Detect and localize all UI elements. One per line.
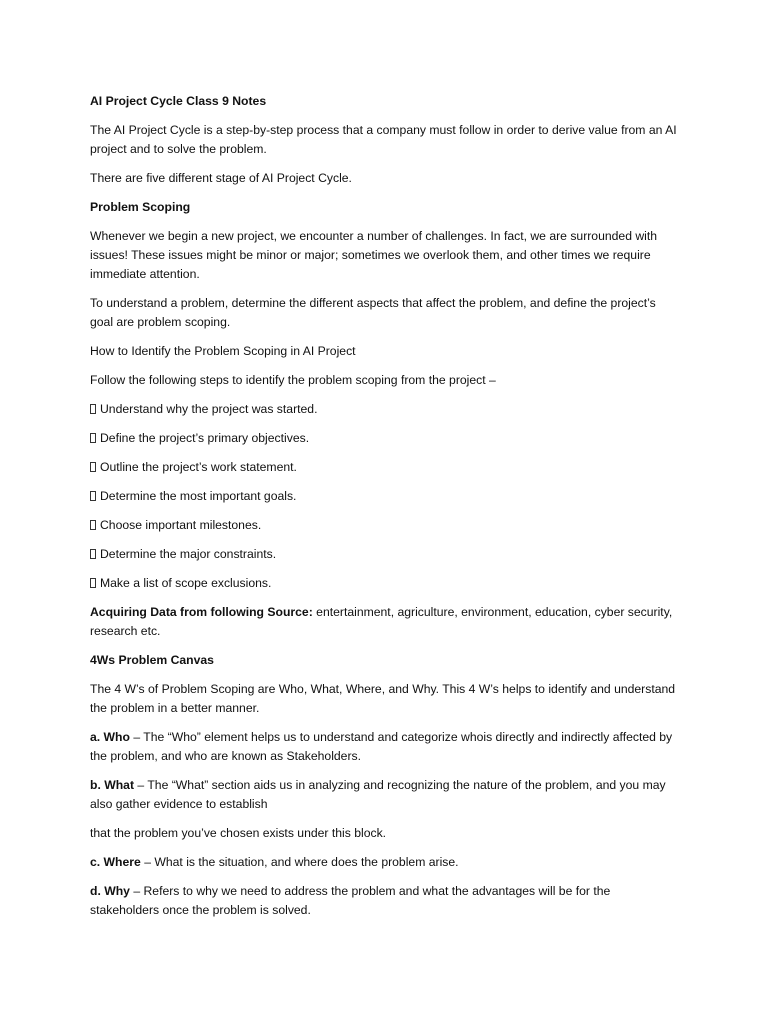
step-item bbox=[90, 574, 680, 593]
step-text: Determine the most important goals. bbox=[100, 489, 297, 503]
document-page bbox=[90, 92, 680, 930]
canvas-item-what bbox=[90, 776, 680, 814]
canvas-item-label: b. What bbox=[90, 778, 135, 792]
step-item bbox=[90, 487, 680, 506]
missing-glyph-icon bbox=[90, 433, 96, 443]
step-text: Choose important milestones. bbox=[100, 518, 262, 532]
step-text: Make a list of scope exclusions. bbox=[100, 576, 272, 590]
step-text: Determine the major constraints. bbox=[100, 547, 277, 561]
canvas-item-text: – The “What” section aids us in analyzing and recognizing the nature of the problem, and you may also gather evidence to establish bbox=[90, 778, 666, 811]
acquiring-data-label: Acquiring Data from following Source: bbox=[90, 605, 313, 619]
canvas-item-text: – What is the situation, and where does the problem arise. bbox=[140, 855, 459, 869]
step-item bbox=[90, 400, 680, 419]
steps-intro-line: Follow the following steps to identify the problem scoping from the project – bbox=[90, 373, 496, 387]
problem-scoping-heading: Problem Scoping bbox=[90, 200, 191, 214]
missing-glyph-icon bbox=[90, 462, 96, 472]
canvas-item-label: d. Why bbox=[90, 884, 130, 898]
step-text: Define the project’s primary objectives. bbox=[100, 431, 310, 445]
canvas-item-where bbox=[90, 853, 680, 872]
canvas-item-who bbox=[90, 728, 680, 766]
step-item bbox=[90, 429, 680, 448]
step-item bbox=[90, 458, 680, 477]
stages-paragraph: There are five different stage of AI Project Cycle. bbox=[90, 171, 352, 185]
missing-glyph-icon bbox=[90, 578, 96, 588]
canvas-heading: 4Ws Problem Canvas bbox=[90, 653, 214, 667]
missing-glyph-icon bbox=[90, 491, 96, 501]
intro-paragraph: The AI Project Cycle is a step-by-step process that a company must follow in order to derive value from an AI project and to solve the problem. bbox=[90, 123, 677, 156]
step-text: Outline the project’s work statement. bbox=[100, 460, 297, 474]
missing-glyph-icon bbox=[90, 549, 96, 559]
problem-scoping-paragraph-2: To understand a problem, determine the different aspects that affect the problem, and define the project’s goal are problem scoping. bbox=[90, 296, 656, 329]
canvas-intro: The 4 W’s of Problem Scoping are Who, What, Where, and Why. This 4 W’s helps to identify and understand the problem in a better manner. bbox=[90, 682, 676, 715]
how-to-identify-line: How to Identify the Problem Scoping in AI Project bbox=[90, 344, 356, 358]
step-item bbox=[90, 545, 680, 564]
acquiring-data-paragraph bbox=[90, 603, 680, 641]
canvas-item-label: a. Who bbox=[90, 730, 130, 744]
canvas-what-continuation: that the problem you’ve chosen exists under this block. bbox=[90, 826, 387, 840]
canvas-item-label: c. Where bbox=[90, 855, 141, 869]
canvas-item-why bbox=[90, 882, 680, 920]
acquiring-data-text: entertainment, agriculture, environment, education, cyber security, research etc. bbox=[90, 605, 673, 638]
step-text: Understand why the project was started. bbox=[100, 402, 318, 416]
document-title: AI Project Cycle Class 9 Notes bbox=[90, 94, 267, 108]
missing-glyph-icon bbox=[90, 520, 96, 530]
canvas-item-text: – Refers to why we need to address the problem and what the advantages will be for the stakeholders once the problem is solved. bbox=[90, 884, 611, 917]
step-item bbox=[90, 516, 680, 535]
problem-scoping-paragraph-1: Whenever we begin a new project, we encounter a number of challenges. In fact, we are surrounded with issues! These issues might be minor or major; sometimes we overlook them, and other times we require immediate attention. bbox=[90, 229, 658, 281]
canvas-item-text: – The “Who” element helps us to understand and categorize whois directly and indirectly affected by the problem, and who are known as Stakeholders. bbox=[90, 730, 673, 763]
missing-glyph-icon bbox=[90, 404, 96, 414]
